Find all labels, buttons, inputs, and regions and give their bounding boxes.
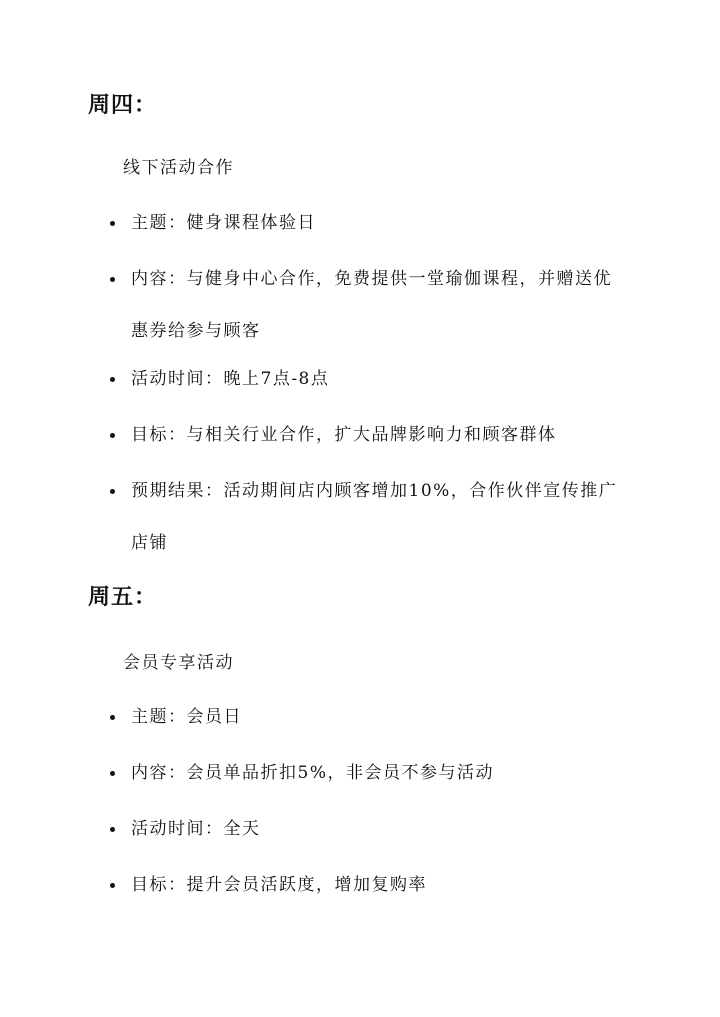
- section-heading-friday: 周五：: [88, 584, 158, 610]
- bullet-icon: [110, 883, 115, 888]
- list-item: [110, 803, 630, 855]
- list-item-text: 预期结果：活动期间店内顾客增加10%，合作伙伴宣传推广店铺: [131, 481, 618, 553]
- list-item-text: 目标：提升会员活跃度，增加复购率: [131, 875, 427, 895]
- section-subtitle-friday: 会员专享活动: [123, 653, 234, 673]
- bullet-icon: [110, 377, 115, 382]
- list-item: [110, 691, 630, 743]
- list-item-text: 目标：与相关行业合作，扩大品牌影响力和顾客群体: [131, 425, 557, 445]
- list-item-text: 活动时间：晚上7点-8点: [131, 369, 330, 389]
- list-item: [110, 465, 630, 569]
- list-item-text: 内容：与健身中心合作，免费提供一堂瑜伽课程，并赠送优惠券给参与顾客: [131, 269, 612, 341]
- list-item-text: 主题：健身课程体验日: [131, 213, 316, 233]
- list-item: [110, 409, 630, 461]
- list-item: [110, 197, 630, 249]
- list-item-text: 内容：会员单品折扣5%，非会员不参与活动: [131, 763, 494, 783]
- list-item: [110, 353, 630, 405]
- list-item: [110, 859, 630, 911]
- list-item: [110, 747, 630, 799]
- list-item-text: 主题：会员日: [131, 707, 242, 727]
- bullet-icon: [110, 827, 115, 832]
- bullet-icon: [110, 489, 115, 494]
- bullet-icon: [110, 771, 115, 776]
- bullet-icon: [110, 433, 115, 438]
- list-item-text: 活动时间：全天: [131, 819, 261, 839]
- bullet-icon: [110, 277, 115, 282]
- section-subtitle-thursday: 线下活动合作: [123, 158, 234, 178]
- list-item: [110, 253, 630, 357]
- bullet-icon: [110, 715, 115, 720]
- section-heading-thursday: 周四：: [88, 92, 158, 118]
- bullet-icon: [110, 221, 115, 226]
